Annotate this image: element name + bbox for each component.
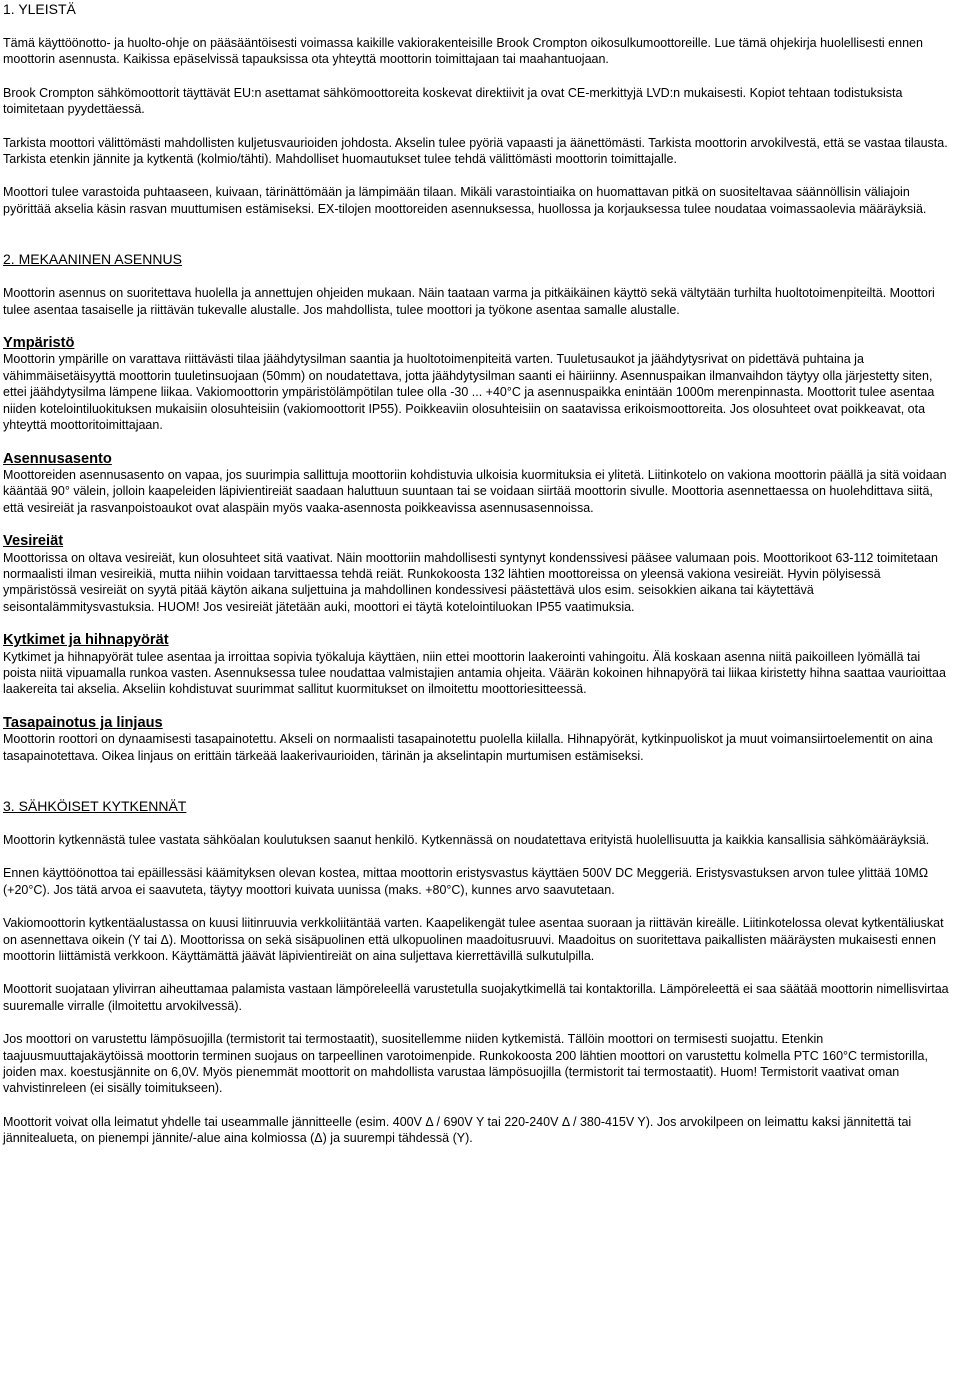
section-heading-mekaaninen-asennus: 2. MEKAANINEN ASENNUS <box>3 251 182 268</box>
subsection-title-ymparisto: Ympäristö <box>3 335 75 352</box>
paragraph: Moottorit suojataan ylivirran aiheuttamaa palamista vastaan lämpöreleellä varustetulla suojakytkimellä tai kontaktorilla. Lämpöreleettä ei saa säätää moottorin nimellisvirtaa suuremalle virralle (ilmoitettu arvokilvessä). <box>3 982 949 1013</box>
paragraph: Moottorit voivat olla leimatut yhdelle tai useammalle jännitteelle (esim. 400V Δ / 690V Y tai 220-240V Δ / 380-415V Y). Jos arvokilpeen on leimattu kaksi jännitettä tai jännitealueta, on pienempi jännite/-alue aina kolmiossa (Δ) ja suurempi tähdessä (Y). <box>3 1114 912 1146</box>
paragraph: Kytkimet ja hihnapyörät tulee asentaa ja irroittaa sopivia työkaluja käyttäen, niin ettei moottorin laakerointi vahingoitu. Älä koskaan asenna niitä paikoilleen lyömällä tai poista niitä vipuamalla runkoa vasten. Asennuksessa tulee noudattaa valmistajien antamia ohjeita. Väärän kokoinen hihnapyörä tai liikaa kiristetty hihna saattaa vaurioittaa laakereita tai akselia. Akseliin kohdistuvat suurimmat sallitut kuormitukset on ilmoitettu moottoriesitteessä. <box>3 649 946 697</box>
paragraph: Moottorin kytkennästä tulee vastata sähköalan koulutuksen saanut henkilö. Kytkennässä on noudatettava erityistä huolellisuutta ja kaikkia kansallisia sähkömääräyksiä. <box>3 833 930 847</box>
paragraph: Moottorin asennus on suoritettava huolella ja annettujen ohjeiden mukaan. Näin taataan varma ja pitkäikäinen käyttö sekä vältytään turhilta huoltotoimenpiteiltä. Moottori tulee asentaa tasaiselle ja riittävän tukevalle alustalle. Jos mahdollista, tulee moottori ja työkone asentaa samalle alustalle. <box>3 286 935 317</box>
section-heading-sahkoiset-kytkennat: 3. SÄHKÖISET KYTKENNÄT <box>3 798 187 814</box>
paragraph: Moottoreiden asennusasento on vapaa, jos suurimpia sallittuja moottoriin kohdistuvia ulkoisia kuormituksia ei ylitetä. Liitinkotelo on vakiona moottorin päällä ja sitä voidaan kääntää 90° välein, jolloin kaapeleiden läpivientireiät saadaan haluttuun suuntaan tai se voidaan siirtää moottorin sivulle. Moottoria asennettaessa on huolehdittava siitä, että vesireiät ja rasvanpoistoaukot ovat alaspäin myös vaaka-asennosta poikkeavissa asennusasennoissa. <box>3 467 947 515</box>
section-heading-yleista: 1. YLEISTÄ <box>3 1 76 17</box>
subsection-title-asennusasento: Asennusasento <box>3 450 112 467</box>
paragraph: Tarkista moottori välittömästi mahdollisten kuljetusvaurioiden johdosta. Akselin tulee pyöriä vapaasti ja äänettömästi. Tarkista moottorin arvokilvestä, että se vastaa tilausta. Tarkista etenkin jännite ja kytkentä (kolmio/tähti). Mahdolliset huomautukset tulee tehdä välittömästi moottorin toimittajalle. <box>3 135 948 167</box>
subsection-title-kytkimet-ja-hihnapyorat: Kytkimet ja hihnapyörät <box>3 632 169 649</box>
paragraph: Moottorin ympärille on varattava riittävästi tilaa jäähdytysilman saantia ja huoltotoimenpiteitä varten. Tuuletusaukot ja jäähdytysrivat on pidettävä puhtaina ja vähimmäisetäisyyttä moottorin tuuletinsuojaan (50mm) on noudatettava, jotta jäähdytysilman saanti ei häiriinny. Asennuspaikan ilmanvaihdon täytyy olla järjestetty siten, ettei jäähdytysilma lämpene liikaa. Vakiomoottorin ympäristölämpötilan tulee olla -30 ... +40°C ja asennuspaikka enintään 1000m merenpinnasta. Moottorit tulee asentaa niiden kotelointiluokituksen mukaisiin olosuhteisiin (vakiomoottorit IP55). Poikkeaviin olosuhteisiin on saatavissa erikoismoottoreita. Jos olosuhteet ovat poikkeavat, ota yhteyttä moottoritoimittajaan. <box>3 352 935 433</box>
paragraph: Ennen käyttöönottoa tai epäillessäsi käämityksen olevan kostea, mittaa moottorin eristysvastus käyttäen 500V DC Meggeriä. Eristysvastuksen arvon tulee ylittää 10MΩ (+20°C). Jos tätä arvoa ei saavuteta, täytyy moottori kuivata uunissa (maks. +80°C), kunnes arvo saavutetaan. <box>3 866 929 897</box>
paragraph: Moottori tulee varastoida puhtaaseen, kuivaan, tärinättömään ja lämpimään tilaan. Mikäli varastointiaika on huomattavan pitkä on suositeltavaa säännöllisin väliajoin pyörittää akselia käsin rasvan muuttumisen estämiseksi. EX-tilojen moottoreiden asennuksessa, huollossa ja korjauksessa tulee noudataa voimassaolevia määräyksiä. <box>3 185 927 216</box>
subsection-title-vesireiat: Vesireiät <box>3 533 64 550</box>
paragraph: Tämä käyttöönotto- ja huolto-ohje on pääsääntöisesti voimassa kaikille vakiorakenteisille Brook Crompton oikosulkumoottoreille. Lue tämä ohjekirja huolellisesti ennen moottorin asennusta. Kaikissa epäselvissä tapauksissa ota yhteyttä moottorin toimittajaan tai maahantuojaan. <box>3 36 923 67</box>
paragraph: Vakiomoottorin kytkentäalustassa on kuusi liitinruuvia verkkoliitäntää varten. Kaapelikengät tulee asentaa suoraan ja riittävän kireälle. Liitinkotelossa olevat kytkentäliuskat on asennettava oikein (Y tai Δ). Moottorissa on sekä sisäpuolinen että ulkopuolinen maadoitusruuvi. Maadoitus on suoritettava paikallisten määräysten mukaisesti ennen moottorin liittämistä verkkoon. Käyttämättä jäävät läpivientireiät on aina suljettava kierrettävillä sulkutulpilla. <box>3 916 944 964</box>
paragraph: Moottorissa on oltava vesireiät, kun olosuhteet sitä vaativat. Näin moottoriin mahdollisesti syntynyt kondenssivesi pääsee valumaan pois. Moottorikoot 63-112 toimitetaan normaalisti ilman vesireikiä, mutta niihin voidaan tarvittaessa tehdä reiät. Runkokoosta 132 lähtien moottoreissa on yleensä vakiona vesireiät. Hyvin pölyisessä ympäristössä vesireiät on syytä pitää käytön aikana suljettuina ja mahdollinen kondessivesi päästettävä ulos esim. seisokkien aikana tai käytettävä seisontalämmitysvastuksia. HUOM! Jos vesireiät jätetään auki, moottori ei täytä kotelointiluokan IP55 vaatimuksia. <box>3 550 938 614</box>
paragraph: Moottorin roottori on dynaamisesti tasapainotettu. Akseli on normaalisti tasapainotettu puolella kiilalla. Hihnapyörät, kytkinpuoliskot ja muut voimansiirtoelementit on aina tasapainotettava. Oikea linjaus on erittäin tärkeää laakerivaurioiden, tärinän ja akselintapin murtumisen estämiseksi. <box>3 732 933 763</box>
page-content <box>3 0 957 1147</box>
paragraph: Jos moottori on varustettu lämpösuojilla (termistorit tai termostaatit), suositellemme niiden kytkemistä. Tällöin moottori on termisesti suojattu. Etenkin taajuusmuuttajakäytöissä moottorin terminen suojaus on tarpeellinen varotoimenpide. Runkokoosta 200 lähtien moottori on varustettu kolmella PTC 160°C termistorilla, joiden max. koestusjännite on 6,0V. Myös pienemmät moottorit on mahdollista varustaa lämpösuojilla (termistorit tai termostaatit). Huom! Termistorit vaativat oman vahvistinreleen (ei sisälly toimitukseen). <box>3 1032 928 1096</box>
paragraph: Brook Crompton sähkömoottorit täyttävät EU:n asettamat sähkömoottoreita koskevat direktiivit ja ovat CE-merkittyjä LVD:n mukaisesti. Kopiot tehtaan todistuksista toimitetaan pyydettäessä. <box>3 85 903 117</box>
subsection-title-tasapainotus-ja-linjaus: Tasapainotus ja linjaus <box>3 714 163 731</box>
